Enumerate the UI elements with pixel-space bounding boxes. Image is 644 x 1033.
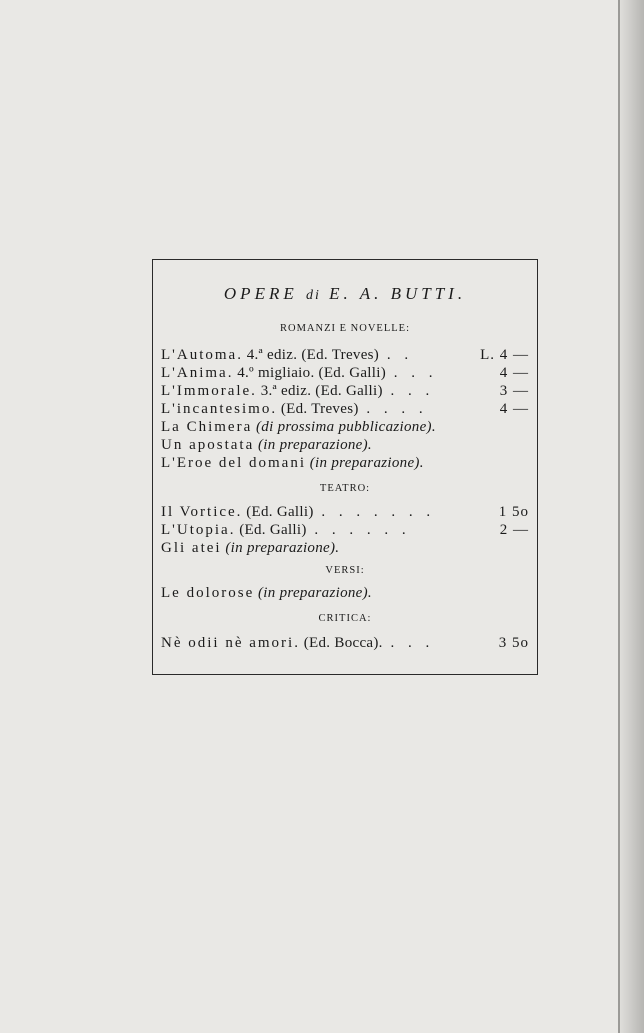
entry-leader: . . . bbox=[390, 383, 435, 399]
entry-price: 4 — bbox=[499, 365, 529, 381]
entry-price: 3 — bbox=[499, 383, 529, 399]
entry-price: 1 5o bbox=[498, 504, 529, 520]
entry-title: L'Anima. bbox=[161, 365, 234, 381]
page-title bbox=[153, 284, 537, 304]
entry-edition: 4.ª ediz. (Ed. Treves) bbox=[246, 347, 380, 363]
entry-edition: (Ed. Bocca). bbox=[303, 635, 383, 651]
entry-leader: . . . . bbox=[366, 401, 428, 417]
entry-price: 4 — bbox=[499, 401, 529, 417]
entry-title: L'Immorale. bbox=[161, 383, 257, 399]
entry-title: L'Utopia. bbox=[161, 522, 236, 538]
entry-eroe bbox=[161, 454, 529, 472]
section-critica: CRITICA: bbox=[318, 613, 372, 624]
entry-automa bbox=[161, 346, 529, 364]
entry-edition: (di prossima pubblicazione). bbox=[255, 419, 436, 435]
entry-leader: . . . bbox=[393, 365, 438, 381]
entry-edition: (in preparazione). bbox=[257, 585, 372, 601]
entry-title: La Chimera bbox=[161, 419, 253, 435]
entry-title: Un apostata bbox=[161, 437, 255, 453]
bibliography-box bbox=[152, 259, 538, 675]
entry-chimera bbox=[161, 418, 529, 436]
entry-edition: (Ed. Treves) bbox=[280, 401, 359, 417]
entry-leader: . . . . . . . bbox=[321, 504, 436, 520]
entry-edition: (in preparazione). bbox=[309, 455, 424, 471]
entry-title: Gli atei bbox=[161, 540, 222, 556]
section-versi: VERSI: bbox=[325, 565, 365, 576]
entry-leader: . . bbox=[386, 347, 414, 363]
entry-edition: (in preparazione). bbox=[225, 540, 340, 556]
entry-title: Il Vortice. bbox=[161, 504, 243, 520]
entry-vortice bbox=[161, 503, 529, 521]
section-romanzi: ROMANZI E NOVELLE: bbox=[280, 323, 410, 334]
entry-immorale bbox=[161, 382, 529, 400]
entry-utopia bbox=[161, 521, 529, 539]
entry-title: Le dolorose bbox=[161, 585, 255, 601]
entry-title: L'Automa. bbox=[161, 347, 243, 363]
entry-edition: (Ed. Galli) bbox=[239, 522, 307, 538]
title-opere: OPERE bbox=[223, 284, 298, 303]
entry-incantesimo bbox=[161, 400, 529, 418]
page-edge bbox=[618, 0, 644, 1033]
title-di: di bbox=[305, 288, 321, 303]
entry-leader: . . . . . . bbox=[314, 522, 411, 538]
entry-atei bbox=[161, 539, 529, 557]
entry-apostata bbox=[161, 436, 529, 454]
entry-title: L'incantesimo. bbox=[161, 401, 278, 417]
entry-edition: 4.º migliaio. (Ed. Galli) bbox=[237, 365, 386, 381]
entry-anima bbox=[161, 364, 529, 382]
title-author: E. A. BUTTI. bbox=[329, 284, 467, 303]
entry-edition: (Ed. Galli) bbox=[246, 504, 314, 520]
entry-edition: 3.ª ediz. (Ed. Galli) bbox=[260, 383, 383, 399]
entry-dolorose bbox=[161, 584, 529, 602]
entry-price: L. 4 — bbox=[480, 347, 529, 363]
entry-title: Nè odii nè amori. bbox=[161, 635, 300, 651]
entry-leader: . . . bbox=[390, 635, 435, 651]
entry-odii-amori bbox=[161, 634, 529, 652]
entry-price: 3 5o bbox=[498, 635, 529, 651]
entry-title: L'Eroe del domani bbox=[161, 455, 306, 471]
entry-price: 2 — bbox=[499, 522, 529, 538]
entry-edition: (in preparazione). bbox=[257, 437, 372, 453]
section-teatro: TEATRO: bbox=[319, 483, 371, 494]
